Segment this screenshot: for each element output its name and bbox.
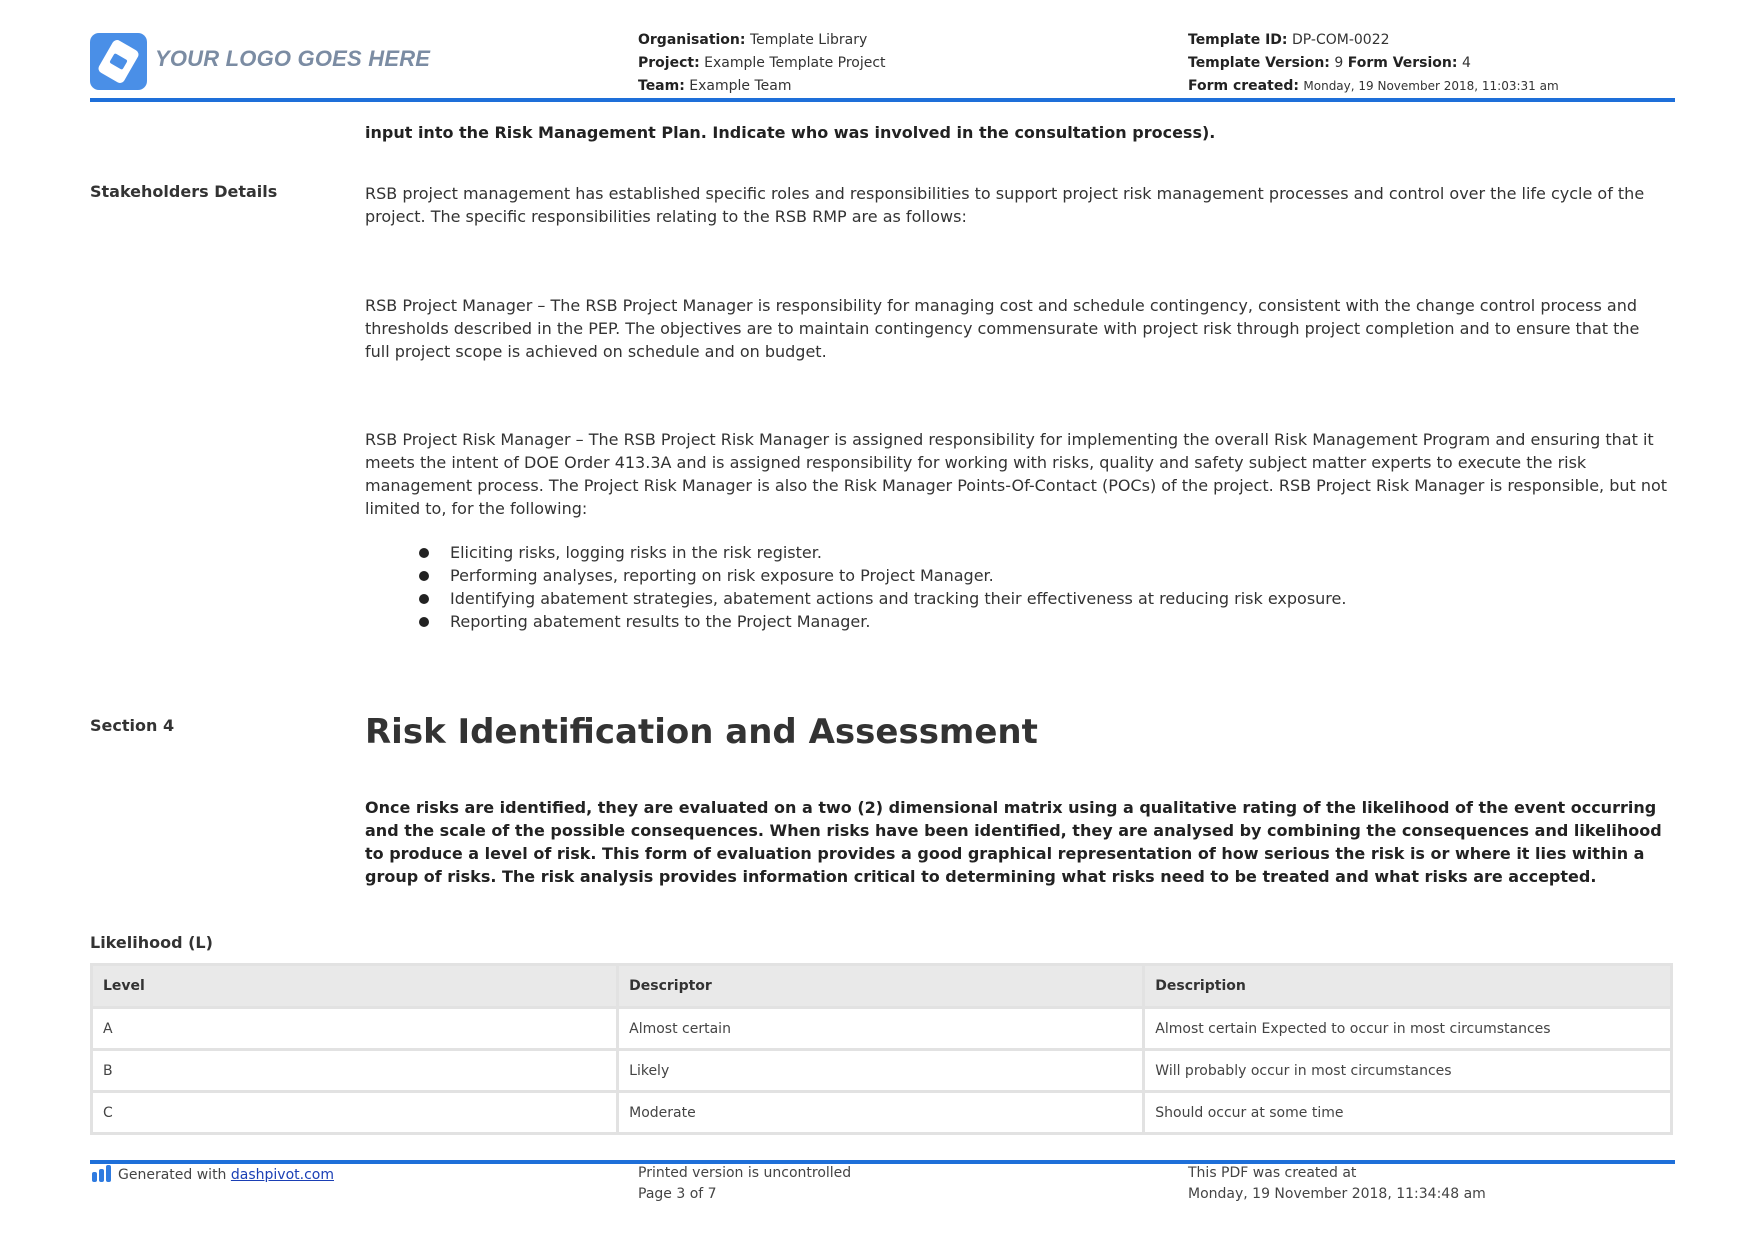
description-cell: Almost certain Expected to occur in most circumstances <box>1145 1009 1670 1048</box>
project-line <box>638 52 886 75</box>
level-cell: C <box>93 1093 616 1132</box>
footer-right <box>1188 1163 1486 1205</box>
bullet-icon <box>419 548 429 558</box>
form-version-label: Form Version: <box>1347 55 1458 71</box>
form-created-label: Form created: <box>1188 78 1299 94</box>
page-number: Page 3 of 7 <box>638 1186 717 1202</box>
column-header-descriptor: Descriptor <box>619 966 1142 1006</box>
list-item-text: Reporting abatement results to the Project Manager. <box>450 612 871 631</box>
table-row <box>93 1093 1670 1132</box>
description-cell: Will probably occur in most circumstances <box>1145 1051 1670 1090</box>
template-id-label: Template ID: <box>1188 32 1288 48</box>
pdf-created-label: This PDF was created at <box>1188 1165 1357 1181</box>
project-label: Project: <box>638 55 700 71</box>
list-item-text: Eliciting risks, logging risks in the risk register. <box>450 543 822 562</box>
bullet-icon <box>419 571 429 581</box>
likelihood-title: Likelihood (L) <box>90 933 213 952</box>
table-row <box>93 1051 1670 1090</box>
stakeholders-paragraph-2: RSB Project Manager – The RSB Project Manager is responsibility for managing cost and schedule contingency, consistent with the change control process and thresholds described in the PEP. The objectives are to maintain contingency commensurate with project risk through project completion and to ensure that the full project scope is achieved on schedule and on budget. <box>365 296 1640 361</box>
column-header-description: Description <box>1145 966 1670 1006</box>
list-item <box>419 541 1659 564</box>
bullet-icon <box>419 617 429 627</box>
team-line <box>638 75 886 98</box>
template-id-value: DP-COM-0022 <box>1291 32 1390 48</box>
project-value: Example Template Project <box>704 55 886 71</box>
organisation-label: Organisation: <box>638 32 746 48</box>
logo-text: YOUR LOGO GOES HERE <box>155 46 431 71</box>
table-row <box>93 1009 1670 1048</box>
stakeholders-label: Stakeholders Details <box>90 182 278 201</box>
logo-icon <box>90 33 147 90</box>
description-cell: Should occur at some time <box>1145 1093 1670 1132</box>
template-version-label: Template Version: <box>1188 55 1330 71</box>
template-id-line <box>1188 29 1559 52</box>
responsibilities-list <box>419 541 1659 633</box>
stakeholders-paragraph-3: RSB Project Risk Manager – The RSB Project Risk Manager is assigned responsibility for implementing the overall Risk Management Program and ensuring that it meets the intent of DOE Order 413.3A and is assigned responsibility for working with risks, quality and safety subject matter experts to execute the risk management process. The Project Risk Manager is also the Risk Manager Points-Of-Contact (POCs) of the project. RSB Project Risk Manager is responsible, but not limited to, for the following: <box>365 430 1668 518</box>
form-created-line <box>1188 75 1559 98</box>
intro-continued: input into the Risk Management Plan. Indicate who was involved in the consultation process). <box>365 123 1216 142</box>
dashpivot-link[interactable]: dashpivot.com <box>230 1167 334 1183</box>
uncontrolled-note: Printed version is uncontrolled <box>638 1165 852 1181</box>
organisation-line <box>638 29 886 52</box>
footer-center <box>638 1163 851 1205</box>
header-meta-left <box>638 29 886 98</box>
column-header-level: Level <box>93 966 616 1006</box>
organisation-value: Template Library <box>749 32 868 48</box>
table-header-row <box>93 966 1670 1006</box>
level-cell: A <box>93 1009 616 1048</box>
list-item <box>419 587 1659 610</box>
descriptor-cell: Moderate <box>619 1093 1142 1132</box>
section-intro: Once risks are identified, they are evaluated on a two (2) dimensional matrix using a qualitative rating of the likelihood of the event occurring and the scale of the possible consequences. When risks have been identified, they are analysed by combining the consequences and likelihood to produce a level of risk. This form of evaluation provides a good graphical representation of how serious the risk is or where it lies within a group of risks. The risk analysis provides information critical to determining what risks need to be treated and what risks are accepted. <box>365 798 1662 886</box>
list-item-text: Performing analyses, reporting on risk exposure to Project Manager. <box>450 566 994 585</box>
header-meta-right <box>1188 29 1559 98</box>
team-label: Team: <box>638 78 685 94</box>
template-version-value: 9 <box>1334 55 1344 71</box>
form-version-value: 4 <box>1461 55 1471 71</box>
list-item <box>419 610 1659 633</box>
section-title: Risk Identification and Assessment <box>365 712 1038 752</box>
section-label: Section 4 <box>90 716 175 735</box>
form-created-value: Monday, 19 November 2018, 11:03:31 am <box>1303 79 1559 93</box>
bullet-icon <box>419 594 429 604</box>
generated-with-text: Generated with <box>118 1167 227 1183</box>
likelihood-table <box>90 963 1673 1135</box>
descriptor-cell: Almost certain <box>619 1009 1142 1048</box>
list-item-text: Identifying abatement strategies, abatement actions and tracking their effectiveness at reducing risk exposure. <box>450 589 1347 608</box>
version-line <box>1188 52 1559 75</box>
header-divider <box>90 98 1675 102</box>
dashpivot-icon <box>90 1163 114 1190</box>
descriptor-cell: Likely <box>619 1051 1142 1090</box>
list-item <box>419 564 1659 587</box>
team-value: Example Team <box>689 78 792 94</box>
pdf-created-date: Monday, 19 November 2018, 11:34:48 am <box>1188 1186 1486 1202</box>
stakeholders-paragraph-1: RSB project management has established specific roles and responsibilities to support project risk management processes and control over the life cycle of the project. The specific responsibilities relating to the RSB RMP are as follows: <box>365 184 1645 226</box>
footer-generated <box>90 1163 334 1190</box>
level-cell: B <box>93 1051 616 1090</box>
